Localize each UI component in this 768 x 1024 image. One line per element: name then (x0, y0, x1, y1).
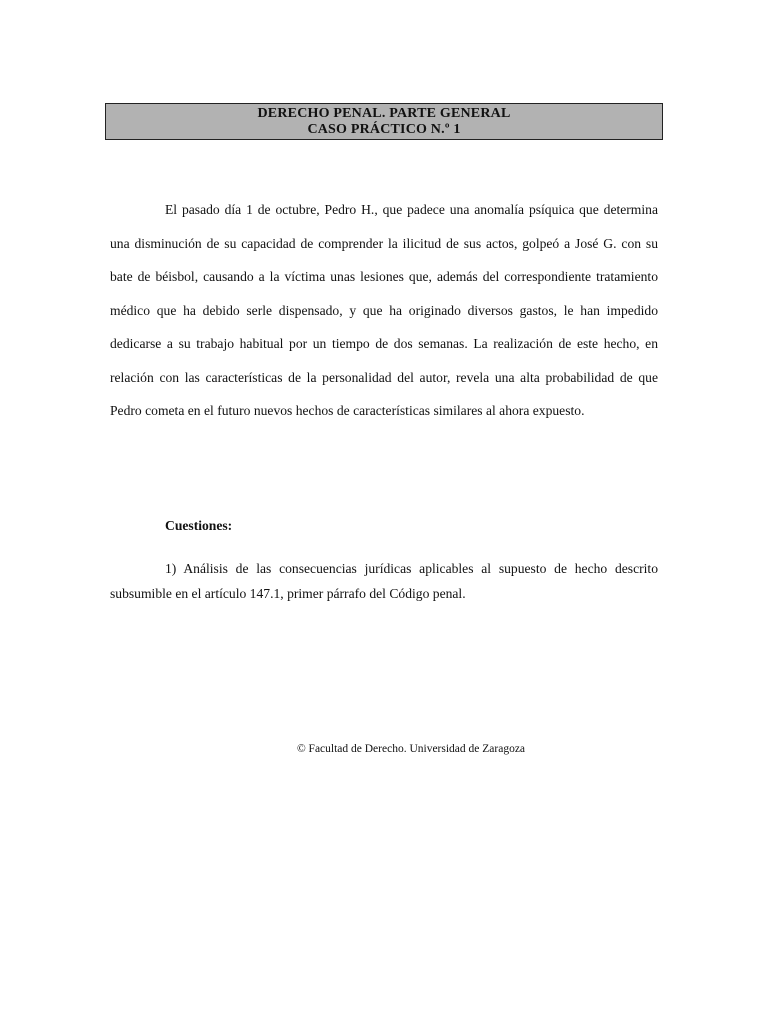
question-item: 1) Análisis de las consecuencias jurídicas aplicables al supuesto de hecho descrito subsumible en el artículo 147.1, primer párrafo del Código penal. (110, 561, 658, 601)
case-paragraph: El pasado día 1 de octubre, Pedro H., que padece una anomalía psíquica que determina una disminución de su capacidad de comprender la ilicitud de sus actos, golpeó a José G. con su bate de béisbol, causando a la víctima unas lesiones que, además del correspondiente tratamiento médico que ha debido serle dispensado, y que ha originado diversos gastos, le han impedido dedicarse a su trabajo habitual por un tiempo de dos semanas. La realización de este hecho, en relación con las características de la personalidad del autor, revela una alta probabilidad de que Pedro cometa en el futuro nuevos hechos de características similares al ahora expuesto. (110, 202, 658, 418)
copyright-footer: © Facultad de Derecho. Universidad de Zaragoza (296, 743, 526, 755)
questions-heading: Cuestiones: (165, 518, 233, 533)
title-box (105, 103, 663, 140)
case-title: CASO PRÁCTICO N.º 1 (307, 122, 461, 137)
course-title: DERECHO PENAL. PARTE GENERAL (257, 106, 511, 121)
